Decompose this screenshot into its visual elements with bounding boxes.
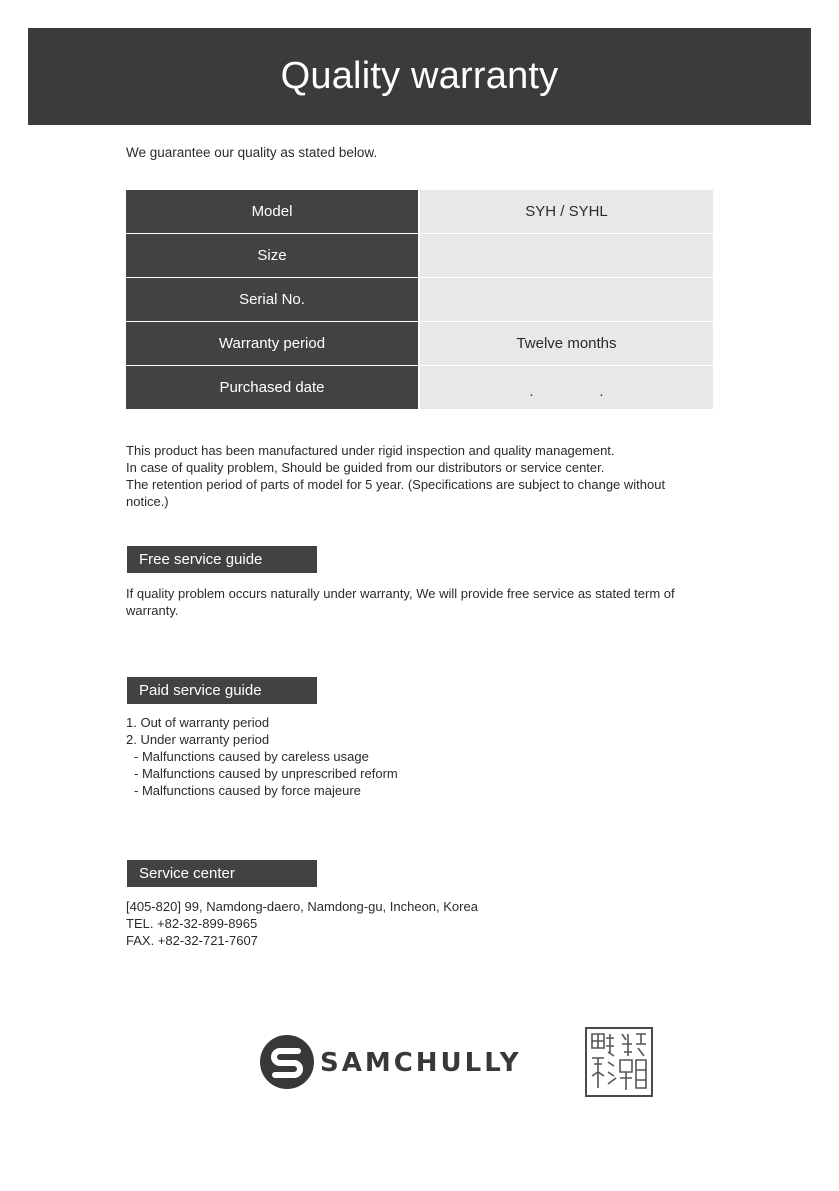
brand-footer bbox=[258, 1022, 658, 1102]
table-row bbox=[126, 322, 713, 366]
row-value-purchased-date bbox=[419, 366, 713, 410]
brand-name: SAMCHULLY bbox=[320, 1048, 522, 1078]
notice-block bbox=[126, 442, 686, 510]
row-value-model: SYH / SYHL bbox=[419, 190, 713, 234]
table-row bbox=[126, 234, 713, 278]
date-separator: . bbox=[599, 383, 604, 400]
table-row bbox=[126, 190, 713, 234]
warranty-table bbox=[126, 190, 713, 409]
free-service-heading: Free service guide bbox=[127, 546, 317, 573]
notice-line: In case of quality problem, Should be guided from our distributors or service center. bbox=[126, 460, 605, 475]
company-seal-stamp-icon bbox=[584, 1026, 654, 1098]
notice-line: This product has been manufactured under rigid inspection and quality management. bbox=[126, 443, 615, 458]
fax-text: FAX. +82-32-721-7607 bbox=[126, 933, 258, 948]
row-label-warranty-period: Warranty period bbox=[126, 322, 419, 366]
row-label-serial: Serial No. bbox=[126, 278, 419, 322]
tel-text: TEL. +82-32-899-8965 bbox=[126, 916, 258, 931]
notice-line: The retention period of parts of model for 5 year. (Specifications are subject to change without notice.) bbox=[126, 477, 666, 509]
page-header bbox=[28, 28, 811, 125]
page-title: Quality warranty bbox=[280, 55, 559, 97]
intro-text: We guarantee our quality as stated below. bbox=[126, 145, 378, 160]
free-service-line: If quality problem occurs naturally under warranty, We will provide free service as stated term of warranty. bbox=[126, 586, 675, 618]
table-row bbox=[126, 278, 713, 322]
list-item: - Malfunctions caused by force majeure bbox=[134, 783, 361, 798]
list-item: - Malfunctions caused by unprescribed reform bbox=[134, 766, 398, 781]
date-separator: . bbox=[529, 383, 534, 400]
address-text: [405-820] 99, Namdong-daero, Namdong-gu, Incheon, Korea bbox=[126, 899, 478, 914]
service-center-heading: Service center bbox=[127, 860, 317, 887]
list-item: 1. Out of warranty period bbox=[126, 715, 270, 730]
row-value-serial bbox=[419, 278, 713, 322]
row-value-size bbox=[419, 234, 713, 278]
row-value-warranty-period: Twelve months bbox=[419, 322, 713, 366]
paid-service-list bbox=[126, 714, 626, 799]
service-center-info bbox=[126, 898, 626, 949]
list-item: 2. Under warranty period bbox=[126, 732, 270, 747]
samchully-s-logo-icon bbox=[260, 1035, 314, 1089]
row-label-size: Size bbox=[126, 234, 419, 278]
row-label-model: Model bbox=[126, 190, 419, 234]
list-item: - Malfunctions caused by careless usage bbox=[134, 749, 369, 764]
row-label-purchased-date: Purchased date bbox=[126, 366, 419, 410]
paid-service-heading: Paid service guide bbox=[127, 677, 317, 704]
table-row bbox=[126, 366, 713, 410]
free-service-text bbox=[126, 585, 691, 619]
